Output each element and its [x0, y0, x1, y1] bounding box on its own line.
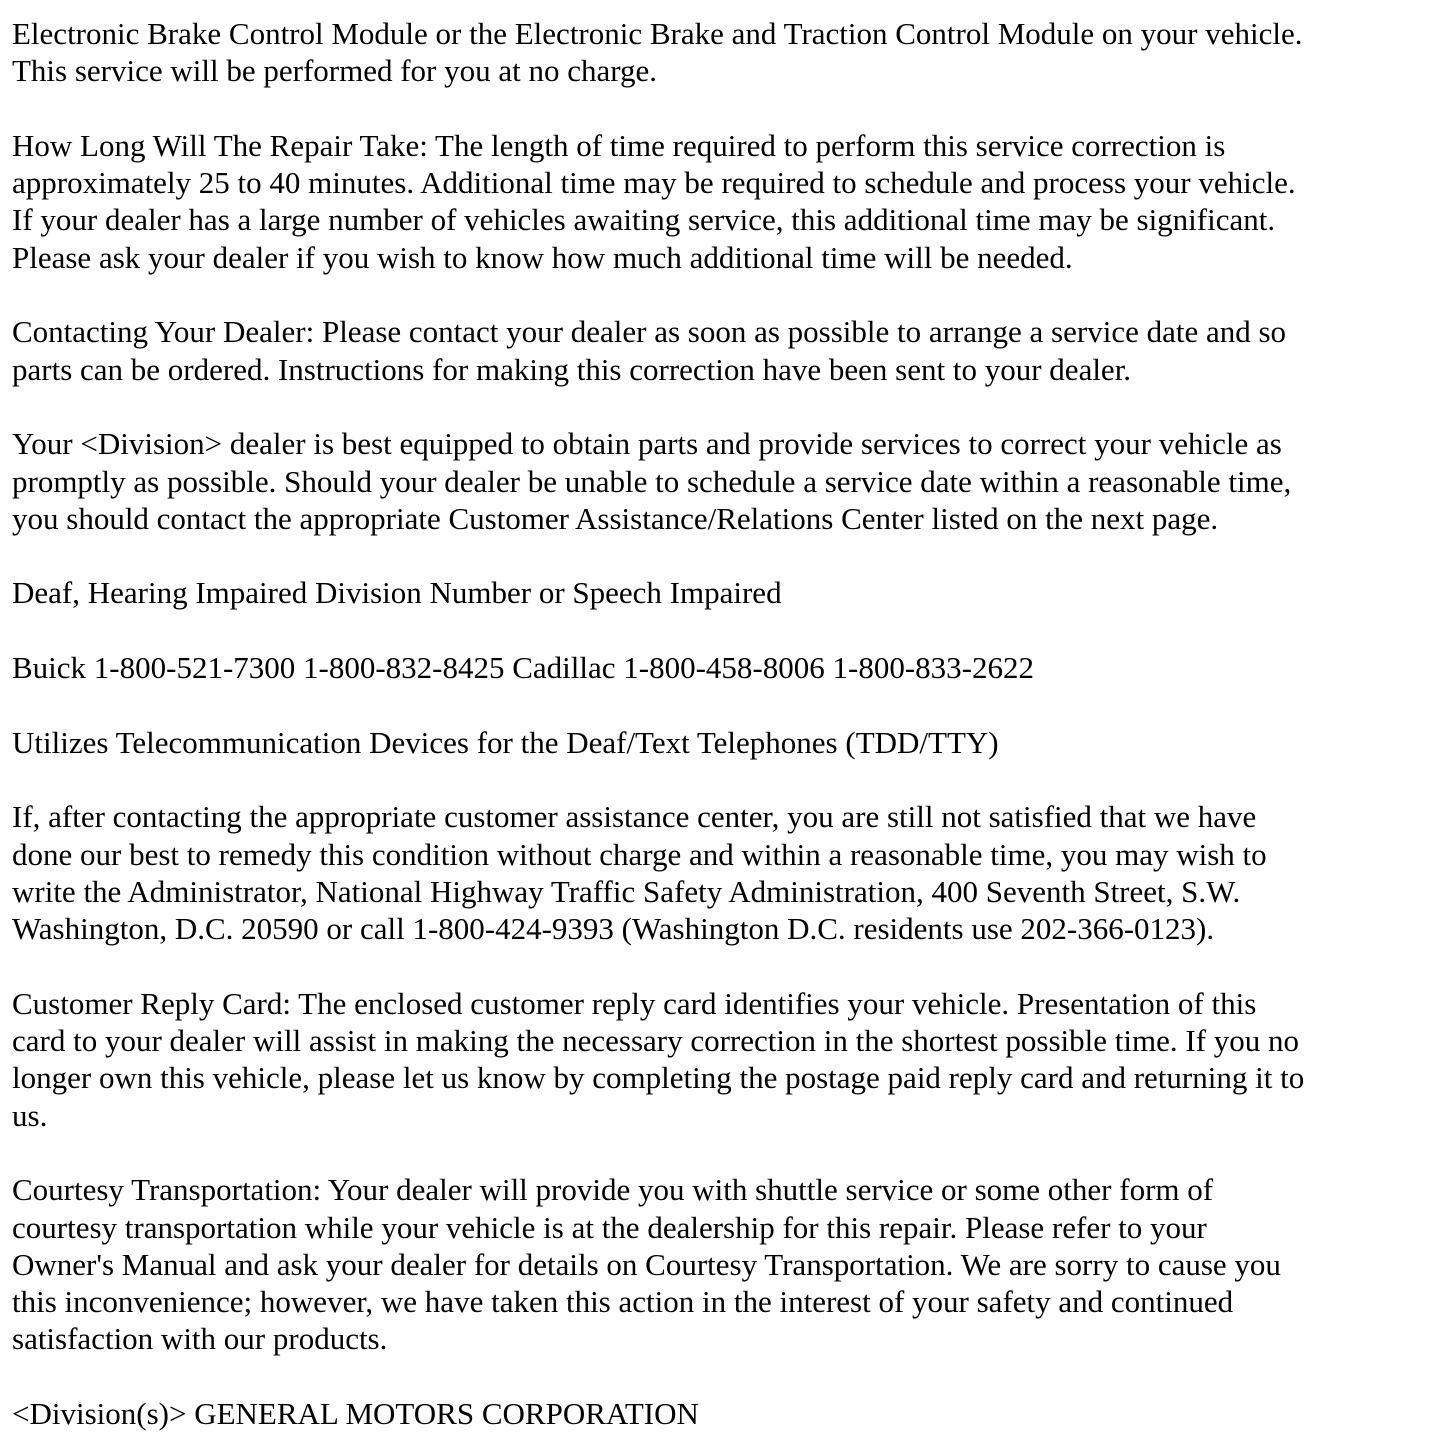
paragraph-service-intro: Electronic Brake Control Module or the Electronic Brake and Traction Control Module on your vehicle. This service will be performed for you at no charge. [12, 16, 1303, 89]
paragraph-phone-numbers: Buick 1-800-521-7300 1-800-832-8425 Cadillac 1-800-458-8006 1-800-833-2622 [12, 650, 1034, 686]
document-body [12, 15, 1422, 1432]
paragraph-deaf-heading: Deaf, Hearing Impaired Division Number or Speech Impaired [12, 575, 782, 611]
paragraph-division-dealer: Your <Division> dealer is best equipped to obtain parts and provide services to correct your vehicle as promptly as possible. Should your dealer be unable to schedule a service date within a reasonable time, you should contact the appropriate Customer Assistance/Relations Center listed on the next page. [12, 426, 1292, 536]
paragraph-nhtsa: If, after contacting the appropriate customer assistance center, you are still not satisfied that we have done our best to remedy this condition without charge and within a reasonable time, you may wish to write the Administrator, National Highway Traffic Safety Administration, 400 Seventh Street, S.W. Washington, D.C. 20590 or call 1-800-424-9393 (Washington D.C. residents use 202-366-0123). [12, 799, 1267, 947]
paragraph-tdd-tty: Utilizes Telecommunication Devices for the Deaf/Text Telephones (TDD/TTY) [12, 724, 999, 760]
paragraph-reply-card: Customer Reply Card: The enclosed customer reply card identifies your vehicle. Presentation of this card to your dealer will assist in making the necessary correction in the shortest possible time. If you no longer own this vehicle, please let us know by completing the postage paid reply card and returning it to us. [12, 985, 1305, 1133]
paragraph-signature: <Division(s)> GENERAL MOTORS CORPORATION [12, 1395, 699, 1431]
paragraph-repair-duration: How Long Will The Repair Take: The length of time required to perform this service correction is approximately 25 to 40 minutes. Additional time may be required to schedule and process your vehicle. If your dealer has a large number of vehicles awaiting service, this additional time may be significant. Please ask your dealer if you wish to know how much additional time will be needed. [12, 127, 1296, 275]
paragraph-courtesy-transportation: Courtesy Transportation: Your dealer will provide you with shuttle service or some other form of courtesy transportation while your vehicle is at the dealership for this repair. Please refer to your Owner's Manual and ask your dealer for details on Courtesy Transportation. We are sorry to cause you this inconvenience; however, we have taken this action in the interest of your safety and continued satisfaction with our products. [12, 1172, 1281, 1357]
paragraph-contacting-dealer: Contacting Your Dealer: Please contact your dealer as soon as possible to arrange a service date and so parts can be ordered. Instructions for making this correction have been sent to your dealer. [12, 314, 1287, 387]
